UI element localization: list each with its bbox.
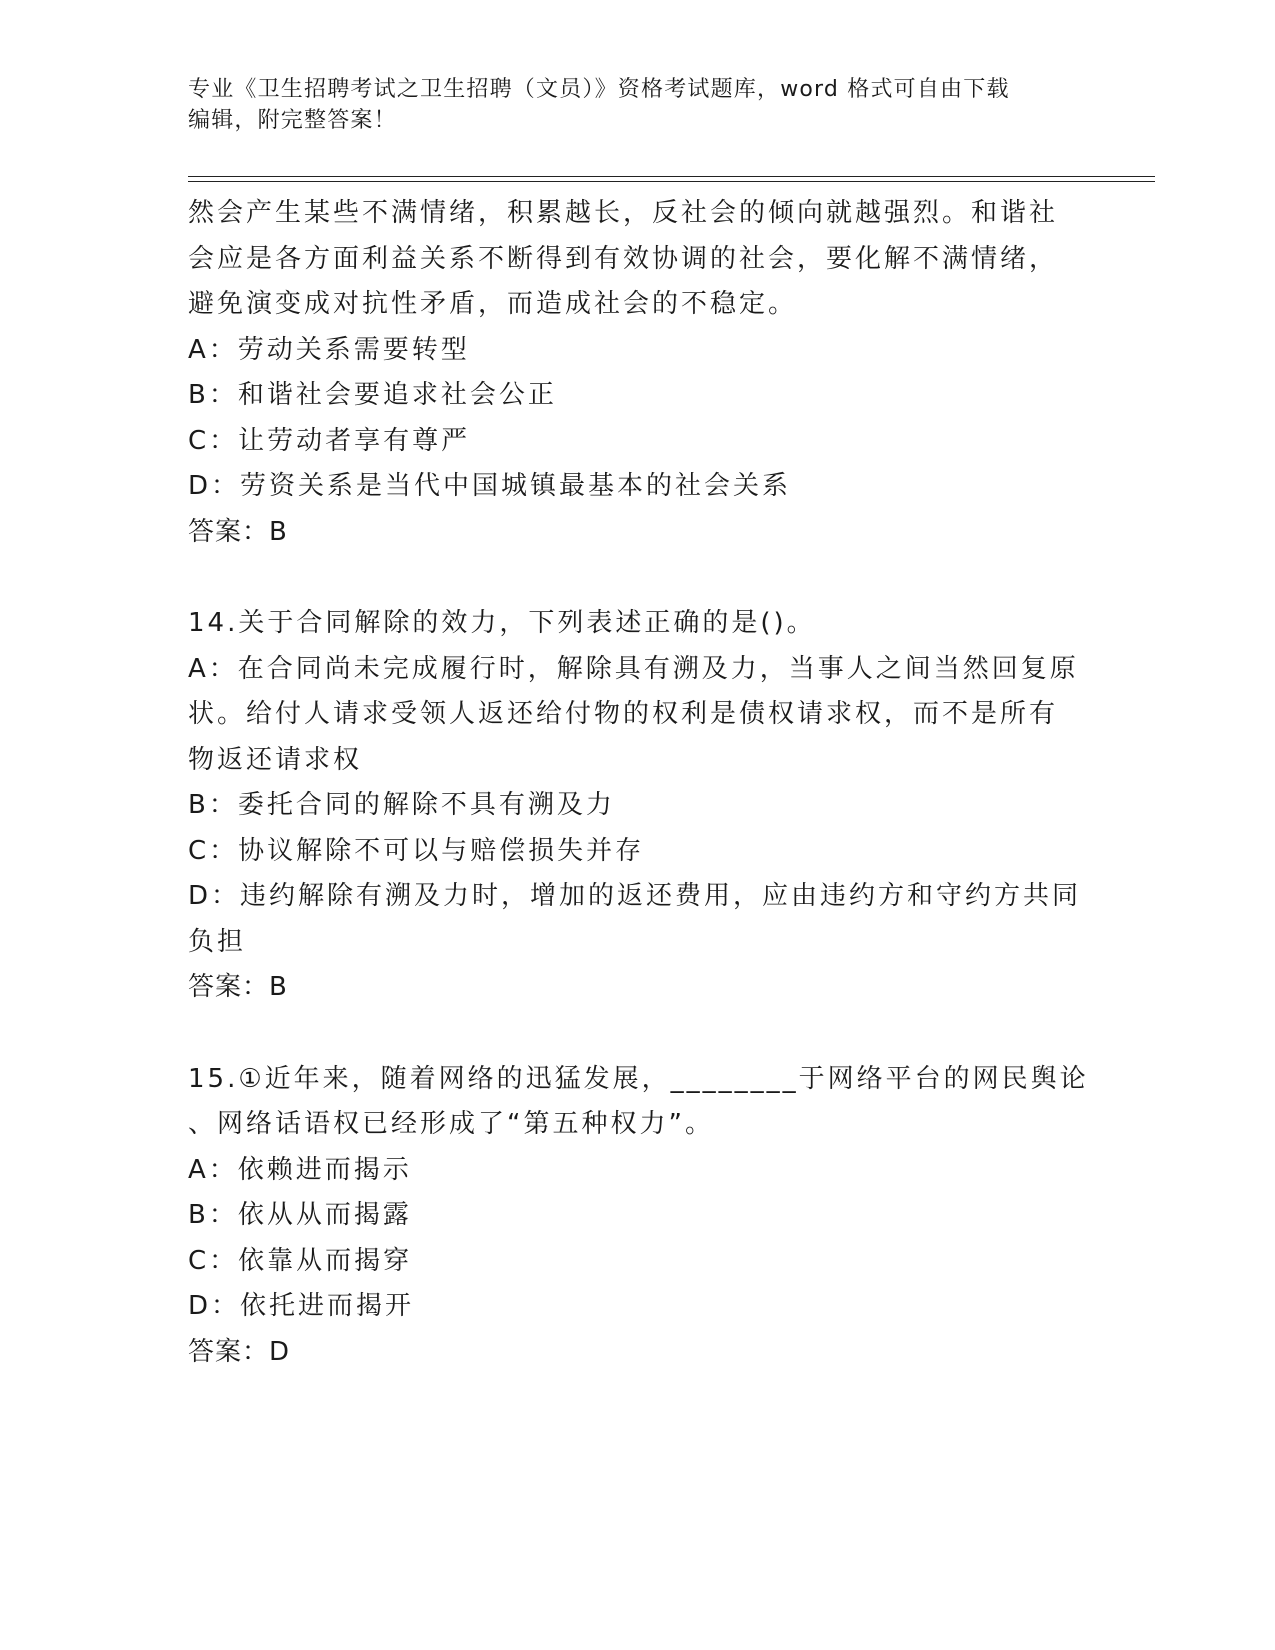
question-stem: 14.关于合同解除的效力，下列表述正确的是()。 — [188, 608, 816, 638]
option-d: D：劳资关系是当代中国城镇最基本的社会关系 — [188, 471, 792, 501]
option-a-line: A：在合同尚未完成履行时，解除具有溯及力，当事人之间当然回复原 — [188, 653, 1079, 684]
document-header — [188, 74, 1068, 136]
option-c: C：协议解除不可以与赔偿损失并存 — [188, 835, 645, 866]
option-d-line: D：违约解除有溯及力时，增加的返还费用，应由违约方和守约方共同 — [188, 881, 1082, 911]
option-b: B：和谐社会要追求社会公正 — [188, 380, 557, 410]
header-divider-bottom — [188, 181, 1155, 182]
option-b: B：委托合同的解除不具有溯及力 — [188, 790, 615, 820]
header-line-1: 专业《卫生招聘考试之卫生招聘（文员）》资格考试题库，word 格式可自由下载 — [188, 77, 1010, 102]
option-c: C：依靠从而揭穿 — [188, 1245, 413, 1276]
question-stem-line: 然会产生某些不满情绪，积累越长，反社会的倾向就越强烈。和谐社 — [188, 198, 1059, 228]
option-a: A：劳动关系需要转型 — [188, 334, 470, 365]
option-d: D：依托进而揭开 — [188, 1291, 415, 1321]
option-b: B：依从从而揭露 — [188, 1200, 412, 1230]
answer-line: 答案：B — [188, 516, 288, 547]
question-spacer — [188, 555, 1078, 601]
answer-line: 答案：D — [188, 1336, 291, 1367]
header-line-2: 编辑，附完整答案！ — [188, 108, 397, 133]
question-stem-line: 避免演变成对抗性矛盾，而造成社会的不稳定。 — [188, 289, 798, 319]
header-divider-top — [188, 176, 1155, 177]
option-a: A：依赖进而揭示 — [188, 1154, 412, 1185]
question-spacer — [188, 1011, 1078, 1057]
option-d-line: 负担 — [188, 926, 247, 957]
question-stem-line: 15.①近年来，随着网络的迅猛发展，________于网络平台的网民舆论 — [188, 1063, 1089, 1094]
question-stem-line: 会应是各方面利益关系不断得到有效协调的社会，要化解不满情绪， — [188, 243, 1059, 274]
question-14 — [188, 601, 1082, 1011]
answer-line: 答案：B — [188, 972, 288, 1002]
question-15 — [188, 1057, 1089, 1376]
question-stem-line: 、网络话语权已经形成了“第五种权力”。 — [188, 1109, 714, 1139]
document-body — [188, 191, 1089, 1375]
question-13 — [188, 191, 1078, 555]
option-a-line: 状。给付人请求受领人返还给付物的权利是债权请求权，而不是所有 — [188, 699, 1059, 729]
option-c: C：让劳动者享有尊严 — [188, 425, 471, 456]
option-a-line: 物返还请求权 — [188, 744, 363, 775]
